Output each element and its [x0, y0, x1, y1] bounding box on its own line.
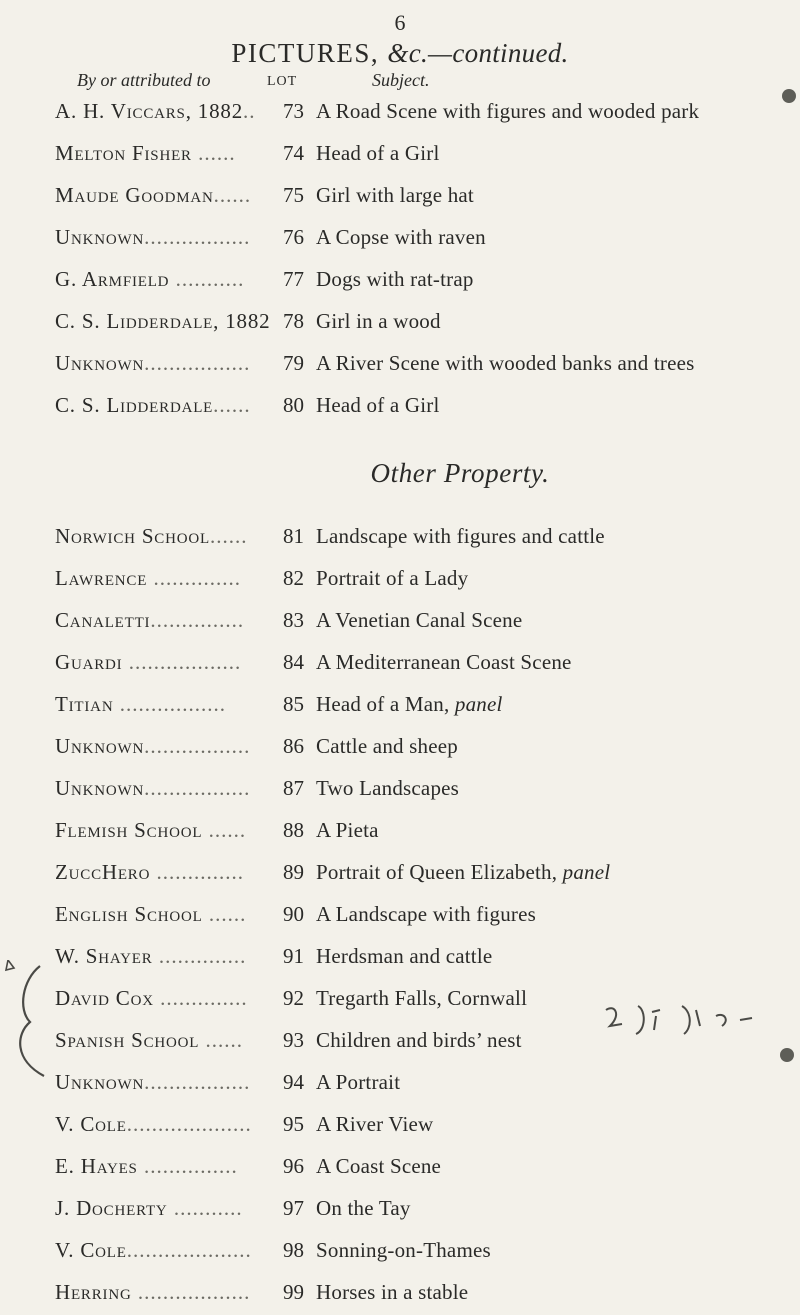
artist-name: Melton Fisher ...... [55, 141, 236, 165]
artist-name: Unknown................. [55, 1070, 251, 1094]
edge-spot [780, 1048, 794, 1062]
lot-number: 80 [283, 393, 304, 417]
artist-name: Norwich School...... [55, 524, 248, 548]
lot-row [0, 1070, 800, 1102]
lot-row [0, 566, 800, 598]
lot-row [0, 734, 800, 766]
lot-number: 91 [283, 944, 304, 968]
lot-number: 92 [283, 986, 304, 1010]
subject-text: A River View [316, 1112, 434, 1136]
lot-row [0, 818, 800, 850]
subject-text: Dogs with rat-trap [316, 267, 474, 291]
subject-text: Children and birds’ nest [316, 1028, 522, 1052]
artist-name: E. Hayes ............... [55, 1154, 238, 1178]
lot-number: 90 [283, 902, 304, 926]
subject-text: Head of a Girl [316, 393, 440, 417]
subject-text: A Landscape with figures [316, 902, 536, 926]
artist-name: C. S. Lidderdale, 1882 [55, 309, 271, 333]
lot-number: 75 [283, 183, 304, 207]
lot-number: 84 [283, 650, 304, 674]
pencil-annotation-mark [600, 1000, 795, 1040]
artist-name: Unknown................. [55, 351, 251, 375]
lot-row [0, 309, 800, 341]
subject-text: Head of a Girl [316, 141, 440, 165]
artist-name: W. Shayer .............. [55, 944, 247, 968]
subject-text: On the Tay [316, 1196, 411, 1220]
lot-row [0, 225, 800, 257]
subject-text: A Coast Scene [316, 1154, 442, 1178]
lot-row [0, 1112, 800, 1144]
lot-row [0, 1280, 800, 1312]
artist-name: Flemish School ...... [55, 818, 247, 842]
subject-text: Portrait of a Lady [316, 566, 469, 590]
lot-number: 73 [283, 99, 304, 123]
artist-name: Herring .................. [55, 1280, 251, 1304]
lot-number: 82 [283, 566, 304, 590]
lot-number: 76 [283, 225, 304, 249]
artist-name: G. Armfield ........... [55, 267, 245, 291]
lot-number: 93 [283, 1028, 304, 1052]
lot-row [0, 524, 800, 556]
subject-text: A Venetian Canal Scene [316, 608, 523, 632]
subject-text: Girl with large hat [316, 183, 474, 207]
artist-name: V. Cole.................... [55, 1238, 252, 1262]
lot-row [0, 393, 800, 425]
artist-name: David Cox .............. [55, 986, 248, 1010]
subject-text: A River Scene with wooded banks and trees [316, 351, 695, 375]
subject-text: Landscape with figures and cattle [316, 524, 605, 548]
artist-name: Lawrence .............. [55, 566, 241, 590]
artist-name: Guardi .................. [55, 650, 242, 674]
artist-name: Unknown................. [55, 776, 251, 800]
lot-row [0, 902, 800, 934]
lot-number: 74 [283, 141, 304, 165]
lot-number: 94 [283, 1070, 304, 1094]
lot-row [0, 650, 800, 682]
pencil-bracket-mark [0, 960, 60, 1080]
artist-name: Maude Goodman...... [55, 183, 252, 207]
lot-row [0, 1238, 800, 1270]
lot-number: 79 [283, 351, 304, 375]
lot-row [0, 860, 800, 892]
section-heading-other-property: Other Property. [370, 458, 550, 488]
subject-text: A Mediterranean Coast Scene [316, 650, 572, 674]
lot-number: 98 [283, 1238, 304, 1262]
subject-text: Tregarth Falls, Cornwall [316, 986, 528, 1010]
lot-number: 96 [283, 1154, 304, 1178]
lot-number: 99 [283, 1280, 304, 1304]
subject-text: Horses in a stable [316, 1280, 469, 1304]
lot-row [0, 1196, 800, 1228]
lot-number: 77 [283, 267, 304, 291]
subject-text: Cattle and sheep [316, 734, 458, 758]
lot-number: 85 [283, 692, 304, 716]
lot-number: 95 [283, 1112, 304, 1136]
subject-text: A Copse with raven [316, 225, 486, 249]
artist-name: Unknown................. [55, 734, 251, 758]
lot-number: 83 [283, 608, 304, 632]
lot-number: 86 [283, 734, 304, 758]
page-heading [0, 38, 800, 69]
edge-spot [782, 89, 796, 103]
artist-name: V. Cole.................... [55, 1112, 252, 1136]
subject-text: Two Landscapes [316, 776, 460, 800]
page-number: 6 [394, 10, 406, 35]
artist-name: C. S. Lidderdale...... [55, 393, 251, 417]
lot-row [0, 608, 800, 640]
lot-row [0, 267, 800, 299]
lot-row [0, 1154, 800, 1186]
heading-main: PICTURES, [231, 38, 388, 68]
artist-name: Unknown................. [55, 225, 251, 249]
subject-text: Girl in a wood [316, 309, 441, 333]
lot-number: 89 [283, 860, 304, 884]
lot-number: 81 [283, 524, 304, 548]
column-header-lot: LOT [267, 74, 298, 89]
lot-row [0, 99, 800, 131]
artist-name: ZuccHero .............. [55, 860, 244, 884]
artist-name: English School ...... [55, 902, 247, 926]
artist-name: Titian ................. [55, 692, 226, 716]
lot-row [0, 692, 800, 724]
artist-name: J. Docherty ........... [55, 1196, 243, 1220]
subject-text: A Pieta [316, 818, 379, 842]
heading-continued: &c.—continued. [387, 38, 569, 68]
lot-number: 87 [283, 776, 304, 800]
column-header-subject: Subject. [372, 70, 430, 90]
subject-text: Herdsman and cattle [316, 944, 493, 968]
lot-number: 78 [283, 309, 304, 333]
subject-text: A Portrait [316, 1070, 401, 1094]
subject-text: Portrait of Queen Elizabeth, panel [316, 860, 611, 884]
artist-name: Canaletti............... [55, 608, 245, 632]
lot-row [0, 351, 800, 383]
subject-text: Head of a Man, panel [316, 692, 503, 716]
lot-row [0, 141, 800, 173]
lot-number: 88 [283, 818, 304, 842]
lot-row [0, 183, 800, 215]
artist-name: A. H. Viccars, 1882.. [55, 99, 256, 123]
subject-text: A Road Scene with figures and wooded park [316, 99, 700, 123]
artist-name: Spanish School ...... [55, 1028, 244, 1052]
lot-row [0, 776, 800, 808]
lot-number: 97 [283, 1196, 304, 1220]
lot-row [0, 944, 800, 976]
column-header-by: By or attributed to [77, 70, 211, 90]
subject-text: Sonning-on-Thames [316, 1238, 491, 1262]
